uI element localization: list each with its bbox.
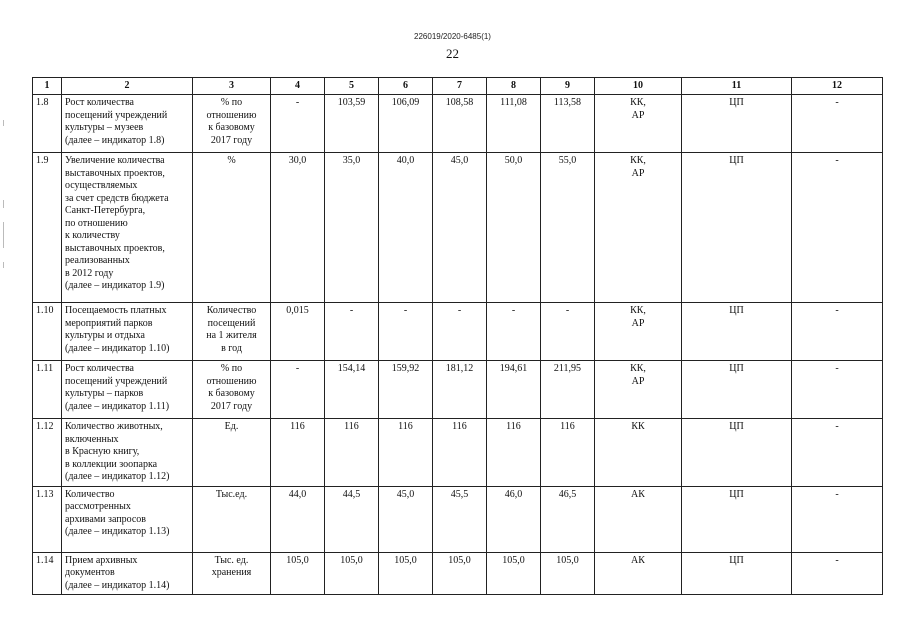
value-col-7: 108,58: [433, 95, 487, 153]
note-col-12: -: [792, 303, 883, 361]
responsible-executor: КК, АР: [595, 95, 682, 153]
value-col-6: 105,0: [379, 552, 433, 595]
value-col-8: 194,61: [487, 361, 541, 419]
source-code: ЦП: [682, 361, 792, 419]
table-row: [33, 153, 883, 303]
value-col-5: 103,59: [325, 95, 379, 153]
value-col-6: 40,0: [379, 153, 433, 303]
indicator-name: Количество рассмотренных архивами запросов (далее – индикатор 1.13): [62, 486, 193, 552]
table-row: [33, 361, 883, 419]
scan-artifact-mark: [3, 262, 4, 268]
value-col-8: 50,0: [487, 153, 541, 303]
value-col-4: 44,0: [271, 486, 325, 552]
table-row: [33, 419, 883, 487]
note-col-12: -: [792, 552, 883, 595]
value-col-4: -: [271, 361, 325, 419]
responsible-executor: КК: [595, 419, 682, 487]
value-col-5: 44,5: [325, 486, 379, 552]
scan-artifact-mark: [3, 120, 4, 126]
table-body: [33, 95, 883, 595]
indicator-number: 1.9: [33, 153, 62, 303]
value-col-8: 111,08: [487, 95, 541, 153]
column-header-5: 5: [325, 78, 379, 95]
value-col-7: 181,12: [433, 361, 487, 419]
value-col-5: 105,0: [325, 552, 379, 595]
unit-of-measure: %: [193, 153, 271, 303]
unit-of-measure: % по отношению к базовому 2017 году: [193, 361, 271, 419]
responsible-executor: КК, АР: [595, 303, 682, 361]
value-col-8: -: [487, 303, 541, 361]
value-col-9: 113,58: [541, 95, 595, 153]
indicator-number: 1.13: [33, 486, 62, 552]
responsible-executor: АК: [595, 486, 682, 552]
value-col-7: 116: [433, 419, 487, 487]
value-col-6: -: [379, 303, 433, 361]
table-row: [33, 486, 883, 552]
indicator-number: 1.10: [33, 303, 62, 361]
value-col-6: 106,09: [379, 95, 433, 153]
column-header-2: 2: [62, 78, 193, 95]
value-col-8: 105,0: [487, 552, 541, 595]
source-code: ЦП: [682, 419, 792, 487]
value-col-7: 45,5: [433, 486, 487, 552]
value-col-9: 46,5: [541, 486, 595, 552]
value-col-7: 105,0: [433, 552, 487, 595]
value-col-5: 154,14: [325, 361, 379, 419]
unit-of-measure: % по отношению к базовому 2017 году: [193, 95, 271, 153]
value-col-8: 46,0: [487, 486, 541, 552]
column-header-12: 12: [792, 78, 883, 95]
scan-artifact-mark: [3, 222, 4, 248]
value-col-9: 105,0: [541, 552, 595, 595]
indicator-number: 1.12: [33, 419, 62, 487]
column-header-3: 3: [193, 78, 271, 95]
unit-of-measure: Тыс.ед.: [193, 486, 271, 552]
note-col-12: -: [792, 486, 883, 552]
unit-of-measure: Количество посещений на 1 жителя в год: [193, 303, 271, 361]
indicator-number: 1.8: [33, 95, 62, 153]
value-col-6: 159,92: [379, 361, 433, 419]
indicator-number: 1.14: [33, 552, 62, 595]
indicator-name: Рост количества посещений учреждений культуры – музеев (далее – индикатор 1.8): [62, 95, 193, 153]
note-col-12: -: [792, 153, 883, 303]
source-code: ЦП: [682, 95, 792, 153]
responsible-executor: КК, АР: [595, 153, 682, 303]
column-header-1: 1: [33, 78, 62, 95]
responsible-executor: КК, АР: [595, 361, 682, 419]
page-number: 22: [446, 46, 459, 61]
column-header-11: 11: [682, 78, 792, 95]
source-code: ЦП: [682, 303, 792, 361]
value-col-5: 35,0: [325, 153, 379, 303]
note-col-12: -: [792, 419, 883, 487]
value-col-8: 116: [487, 419, 541, 487]
document-registration-number: 226019/2020-6485(1): [414, 32, 491, 41]
table-row: [33, 552, 883, 595]
value-col-4: 30,0: [271, 153, 325, 303]
value-col-9: 116: [541, 419, 595, 487]
value-col-5: -: [325, 303, 379, 361]
note-col-12: -: [792, 361, 883, 419]
column-header-9: 9: [541, 78, 595, 95]
value-col-4: 0,015: [271, 303, 325, 361]
column-header-10: 10: [595, 78, 682, 95]
value-col-9: 55,0: [541, 153, 595, 303]
indicator-name: Посещаемость платных мероприятий парков культуры и отдыха (далее – индикатор 1.10): [62, 303, 193, 361]
indicator-name: Рост количества посещений учреждений культуры – парков (далее – индикатор 1.11): [62, 361, 193, 419]
indicator-number: 1.11: [33, 361, 62, 419]
indicator-name: Увеличение количества выставочных проектов, осуществляемых за счет средств бюджета Санкт-Петербурга, по отношению к количеству выставочных проектов, реализованных в 2012 году (далее – индикатор 1.9): [62, 153, 193, 303]
table-row: [33, 303, 883, 361]
value-col-4: -: [271, 95, 325, 153]
value-col-4: 116: [271, 419, 325, 487]
source-code: ЦП: [682, 486, 792, 552]
indicator-name: Прием архивных документов (далее – индикатор 1.14): [62, 552, 193, 595]
value-col-7: 45,0: [433, 153, 487, 303]
source-code: ЦП: [682, 552, 792, 595]
column-header-4: 4: [271, 78, 325, 95]
value-col-5: 116: [325, 419, 379, 487]
unit-of-measure: Тыс. ед. хранения: [193, 552, 271, 595]
table-header-row: [33, 78, 883, 95]
value-col-6: 116: [379, 419, 433, 487]
column-header-6: 6: [379, 78, 433, 95]
table-row: [33, 95, 883, 153]
scan-artifact-mark: [3, 200, 4, 208]
value-col-9: -: [541, 303, 595, 361]
indicator-name: Количество животных, включенных в Красную книгу, в коллекции зоопарка (далее – индикатор 1.12): [62, 419, 193, 487]
column-header-8: 8: [487, 78, 541, 95]
unit-of-measure: Ед.: [193, 419, 271, 487]
value-col-9: 211,95: [541, 361, 595, 419]
value-col-4: 105,0: [271, 552, 325, 595]
source-code: ЦП: [682, 153, 792, 303]
column-header-7: 7: [433, 78, 487, 95]
value-col-6: 45,0: [379, 486, 433, 552]
value-col-7: -: [433, 303, 487, 361]
indicators-table: [32, 77, 883, 595]
note-col-12: -: [792, 95, 883, 153]
responsible-executor: АК: [595, 552, 682, 595]
